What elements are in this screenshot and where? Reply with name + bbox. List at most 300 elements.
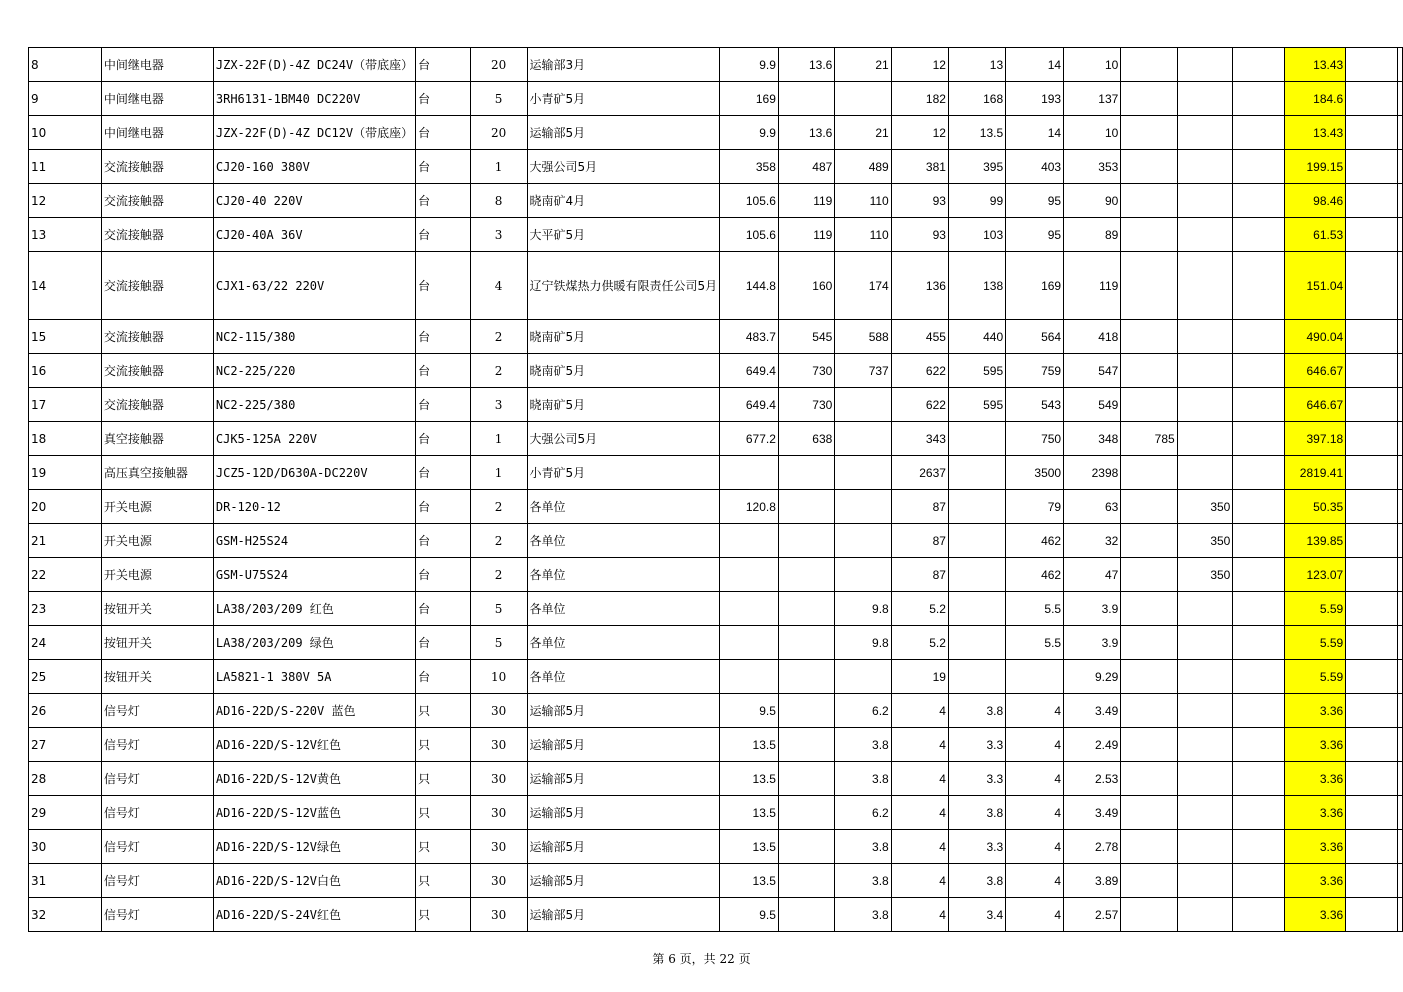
price-cell <box>778 898 834 932</box>
price-cell: 13.5 <box>948 116 1005 150</box>
table-row <box>29 184 1403 218</box>
price-cell <box>1233 898 1285 932</box>
price-cell <box>1177 592 1233 626</box>
price-cell <box>1177 422 1233 456</box>
price-cell: 89 <box>1064 218 1121 252</box>
price-cell <box>1233 864 1285 898</box>
empty-cell <box>1346 320 1398 354</box>
price-cell: 3.8 <box>948 796 1005 830</box>
row-number-cell: 22 <box>29 558 102 592</box>
price-cell <box>1121 320 1177 354</box>
price-cell <box>1177 184 1233 218</box>
price-cell: 4 <box>891 728 948 762</box>
price-cell <box>1177 82 1233 116</box>
price-cell: 169 <box>1006 252 1064 320</box>
item-model-cell: CJK5-125A 220V <box>213 422 415 456</box>
price-cell: 4 <box>1006 864 1064 898</box>
unit-cell: 台 <box>416 558 471 592</box>
quantity-cell: 30 <box>470 762 527 796</box>
price-cell: 9.29 <box>1064 660 1121 694</box>
price-cell: 489 <box>835 150 891 184</box>
price-cell: 14 <box>1006 48 1064 82</box>
item-name-cell: 中间继电器 <box>101 82 213 116</box>
source-cell: 各单位 <box>527 558 720 592</box>
unit-cell: 台 <box>416 354 471 388</box>
source-cell: 运输部5月 <box>527 898 720 932</box>
price-cell: 649.4 <box>720 354 779 388</box>
empty-cell <box>1346 184 1398 218</box>
price-cell: 3.4 <box>948 898 1005 932</box>
source-cell: 晓南矿5月 <box>527 354 720 388</box>
empty-cell <box>1398 592 1403 626</box>
highlighted-price-cell: 490.04 <box>1285 320 1346 354</box>
item-name-cell: 信号灯 <box>101 796 213 830</box>
price-cell <box>1177 728 1233 762</box>
row-number-cell: 9 <box>29 82 102 116</box>
row-number-cell: 27 <box>29 728 102 762</box>
price-cell: 638 <box>778 422 834 456</box>
page-footer: 第 6 页，共 22 页 <box>652 952 751 966</box>
table-row <box>29 82 1403 116</box>
price-cell <box>1121 388 1177 422</box>
price-cell: 9.8 <box>835 592 891 626</box>
price-cell <box>948 592 1005 626</box>
item-name-cell: 真空接触器 <box>101 422 213 456</box>
empty-cell <box>1346 728 1398 762</box>
price-cell <box>835 524 891 558</box>
price-cell <box>1177 762 1233 796</box>
row-number-cell: 32 <box>29 898 102 932</box>
table-row <box>29 728 1403 762</box>
price-cell <box>778 796 834 830</box>
price-cell: 103 <box>948 218 1005 252</box>
price-cell <box>1233 320 1285 354</box>
price-cell: 3.3 <box>948 728 1005 762</box>
price-cell: 105.6 <box>720 184 779 218</box>
price-cell: 10 <box>1064 116 1121 150</box>
price-cell <box>1233 116 1285 150</box>
source-cell: 各单位 <box>527 592 720 626</box>
price-cell: 622 <box>891 354 948 388</box>
empty-cell <box>1346 422 1398 456</box>
price-cell <box>835 388 891 422</box>
quantity-cell: 1 <box>470 422 527 456</box>
item-name-cell: 信号灯 <box>101 898 213 932</box>
unit-cell: 台 <box>416 388 471 422</box>
price-cell: 462 <box>1006 558 1064 592</box>
empty-cell <box>1346 830 1398 864</box>
price-cell: 168 <box>948 82 1005 116</box>
quantity-cell: 8 <box>470 184 527 218</box>
empty-cell <box>1346 218 1398 252</box>
empty-cell <box>1398 660 1403 694</box>
unit-cell: 台 <box>416 422 471 456</box>
row-number-cell: 17 <box>29 388 102 422</box>
price-cell: 63 <box>1064 490 1121 524</box>
price-cell: 182 <box>891 82 948 116</box>
price-cell: 3.8 <box>948 694 1005 728</box>
price-cell: 455 <box>891 320 948 354</box>
price-cell: 3.8 <box>835 830 891 864</box>
empty-cell <box>1398 830 1403 864</box>
quantity-cell: 2 <box>470 320 527 354</box>
empty-cell <box>1398 796 1403 830</box>
price-cell: 3.89 <box>1064 864 1121 898</box>
price-cell <box>1233 184 1285 218</box>
price-cell <box>1233 762 1285 796</box>
price-cell <box>1233 728 1285 762</box>
highlighted-price-cell: 3.36 <box>1285 728 1346 762</box>
price-cell <box>1233 626 1285 660</box>
empty-cell <box>1398 422 1403 456</box>
table-row <box>29 592 1403 626</box>
item-name-cell: 交流接触器 <box>101 354 213 388</box>
table-row <box>29 898 1403 932</box>
price-cell <box>1233 490 1285 524</box>
price-cell: 785 <box>1121 422 1177 456</box>
price-cell: 595 <box>948 388 1005 422</box>
highlighted-price-cell: 3.36 <box>1285 694 1346 728</box>
price-cell: 13.5 <box>720 864 779 898</box>
item-model-cell: AD16-22D/S-12V蓝色 <box>213 796 415 830</box>
price-cell: 90 <box>1064 184 1121 218</box>
price-cell: 622 <box>891 388 948 422</box>
price-cell <box>778 864 834 898</box>
empty-cell <box>1346 82 1398 116</box>
row-number-cell: 18 <box>29 422 102 456</box>
quantity-cell: 10 <box>470 660 527 694</box>
row-number-cell: 21 <box>29 524 102 558</box>
price-cell: 4 <box>1006 694 1064 728</box>
item-name-cell: 按钮开关 <box>101 660 213 694</box>
price-cell: 13.5 <box>720 762 779 796</box>
unit-cell: 台 <box>416 524 471 558</box>
item-model-cell: NC2-115/380 <box>213 320 415 354</box>
price-cell <box>778 660 834 694</box>
highlighted-price-cell: 199.15 <box>1285 150 1346 184</box>
quantity-cell: 5 <box>470 82 527 116</box>
item-name-cell: 信号灯 <box>101 762 213 796</box>
price-cell: 119 <box>1064 252 1121 320</box>
price-cell: 119 <box>778 184 834 218</box>
price-cell: 136 <box>891 252 948 320</box>
price-cell <box>1233 354 1285 388</box>
quantity-cell: 30 <box>470 864 527 898</box>
row-number-cell: 26 <box>29 694 102 728</box>
item-name-cell: 按钮开关 <box>101 592 213 626</box>
highlighted-price-cell: 646.67 <box>1285 354 1346 388</box>
price-cell: 137 <box>1064 82 1121 116</box>
source-cell: 各单位 <box>527 626 720 660</box>
unit-cell: 台 <box>416 184 471 218</box>
price-cell <box>1121 456 1177 490</box>
quantity-cell: 2 <box>470 558 527 592</box>
price-cell: 119 <box>778 218 834 252</box>
price-cell <box>1177 354 1233 388</box>
quantity-cell: 1 <box>470 456 527 490</box>
price-cell <box>1121 150 1177 184</box>
price-cell <box>1121 694 1177 728</box>
source-cell: 运输部5月 <box>527 830 720 864</box>
price-cell <box>948 456 1005 490</box>
price-cell: 9.9 <box>720 48 779 82</box>
price-cell: 737 <box>835 354 891 388</box>
price-cell: 87 <box>891 558 948 592</box>
empty-cell <box>1398 456 1403 490</box>
highlighted-price-cell: 13.43 <box>1285 48 1346 82</box>
price-cell <box>1121 728 1177 762</box>
price-cell <box>1233 660 1285 694</box>
empty-cell <box>1398 354 1403 388</box>
highlighted-price-cell: 3.36 <box>1285 762 1346 796</box>
table-row <box>29 388 1403 422</box>
price-cell <box>1233 694 1285 728</box>
highlighted-price-cell: 3.36 <box>1285 864 1346 898</box>
price-cell <box>1121 116 1177 150</box>
highlighted-price-cell: 646.67 <box>1285 388 1346 422</box>
price-cell: 13.5 <box>720 830 779 864</box>
price-cell: 4 <box>891 694 948 728</box>
price-cell: 99 <box>948 184 1005 218</box>
empty-cell <box>1346 524 1398 558</box>
table-row <box>29 762 1403 796</box>
price-cell: 5.2 <box>891 592 948 626</box>
price-cell <box>1233 558 1285 592</box>
price-cell <box>1177 320 1233 354</box>
table-row <box>29 218 1403 252</box>
price-cell: 13.6 <box>778 116 834 150</box>
price-cell <box>1177 150 1233 184</box>
price-cell <box>1121 592 1177 626</box>
row-number-cell: 25 <box>29 660 102 694</box>
item-name-cell: 交流接触器 <box>101 252 213 320</box>
price-cell: 2637 <box>891 456 948 490</box>
item-model-cell: DR-120-12 <box>213 490 415 524</box>
source-cell: 运输部5月 <box>527 694 720 728</box>
item-model-cell: CJ20-40 220V <box>213 184 415 218</box>
price-cell: 6.2 <box>835 796 891 830</box>
price-cell: 6.2 <box>835 694 891 728</box>
price-cell: 5.2 <box>891 626 948 660</box>
price-cell: 483.7 <box>720 320 779 354</box>
quantity-cell: 2 <box>470 490 527 524</box>
row-number-cell: 19 <box>29 456 102 490</box>
item-name-cell: 交流接触器 <box>101 320 213 354</box>
highlighted-price-cell: 3.36 <box>1285 796 1346 830</box>
price-cell: 3.3 <box>948 830 1005 864</box>
price-cell: 3.9 <box>1064 592 1121 626</box>
price-cell: 440 <box>948 320 1005 354</box>
highlighted-price-cell: 184.6 <box>1285 82 1346 116</box>
unit-cell: 只 <box>416 762 471 796</box>
item-model-cell: NC2-225/380 <box>213 388 415 422</box>
empty-cell <box>1398 218 1403 252</box>
price-cell: 13.6 <box>778 48 834 82</box>
price-cell <box>1233 422 1285 456</box>
highlighted-price-cell: 2819.41 <box>1285 456 1346 490</box>
price-cell: 105.6 <box>720 218 779 252</box>
empty-cell <box>1398 150 1403 184</box>
empty-cell <box>1398 490 1403 524</box>
price-cell <box>835 456 891 490</box>
price-cell <box>1233 150 1285 184</box>
price-cell: 730 <box>778 354 834 388</box>
unit-cell: 台 <box>416 490 471 524</box>
empty-cell <box>1346 48 1398 82</box>
price-cell <box>1177 218 1233 252</box>
price-cell <box>778 694 834 728</box>
price-cell: 169 <box>720 82 779 116</box>
price-cell <box>948 558 1005 592</box>
quantity-cell: 20 <box>470 116 527 150</box>
table-row <box>29 116 1403 150</box>
price-cell: 348 <box>1064 422 1121 456</box>
quantity-cell: 20 <box>470 48 527 82</box>
row-number-cell: 24 <box>29 626 102 660</box>
price-cell: 543 <box>1006 388 1064 422</box>
empty-cell <box>1346 864 1398 898</box>
empty-cell <box>1346 762 1398 796</box>
item-name-cell: 信号灯 <box>101 830 213 864</box>
item-name-cell: 高压真空接触器 <box>101 456 213 490</box>
empty-cell <box>1398 388 1403 422</box>
item-model-cell: AD16-22D/S-220V 蓝色 <box>213 694 415 728</box>
item-name-cell: 开关电源 <box>101 558 213 592</box>
price-cell: 403 <box>1006 150 1064 184</box>
quantity-cell: 5 <box>470 592 527 626</box>
price-cell: 5.5 <box>1006 592 1064 626</box>
price-cell: 120.8 <box>720 490 779 524</box>
item-model-cell: JZX-22F(D)-4Z DC24V（带底座） <box>213 48 415 82</box>
price-cell <box>1121 184 1177 218</box>
table-row <box>29 694 1403 728</box>
price-cell <box>778 762 834 796</box>
row-number-cell: 31 <box>29 864 102 898</box>
price-cell: 12 <box>891 116 948 150</box>
price-cell: 358 <box>720 150 779 184</box>
price-cell <box>1006 660 1064 694</box>
price-cell <box>1233 456 1285 490</box>
item-model-cell: LA5821-1 380V 5A <box>213 660 415 694</box>
source-cell: 辽宁铁煤热力供暖有限责任公司5月 <box>527 252 720 320</box>
source-cell: 运输部5月 <box>527 762 720 796</box>
price-cell <box>1177 694 1233 728</box>
empty-cell <box>1346 660 1398 694</box>
price-cell <box>1121 558 1177 592</box>
table-row <box>29 524 1403 558</box>
price-cell <box>1121 762 1177 796</box>
price-cell <box>1121 830 1177 864</box>
unit-cell: 只 <box>416 796 471 830</box>
source-cell: 运输部5月 <box>527 864 720 898</box>
row-number-cell: 15 <box>29 320 102 354</box>
price-cell: 759 <box>1006 354 1064 388</box>
quantity-cell: 3 <box>470 218 527 252</box>
source-cell: 各单位 <box>527 524 720 558</box>
price-cell: 10 <box>1064 48 1121 82</box>
price-cell: 21 <box>835 116 891 150</box>
unit-cell: 只 <box>416 864 471 898</box>
price-cell: 110 <box>835 184 891 218</box>
empty-cell <box>1346 796 1398 830</box>
price-cell: 95 <box>1006 184 1064 218</box>
price-cell: 730 <box>778 388 834 422</box>
price-cell <box>1233 48 1285 82</box>
item-model-cell: CJX1-63/22 220V <box>213 252 415 320</box>
price-cell: 95 <box>1006 218 1064 252</box>
item-model-cell: CJ20-160 380V <box>213 150 415 184</box>
unit-cell: 台 <box>416 320 471 354</box>
price-cell <box>778 728 834 762</box>
price-cell: 3500 <box>1006 456 1064 490</box>
price-cell <box>778 82 834 116</box>
unit-cell: 台 <box>416 626 471 660</box>
price-cell <box>1233 592 1285 626</box>
price-cell: 3.3 <box>948 762 1005 796</box>
price-cell: 4 <box>891 864 948 898</box>
table-row <box>29 558 1403 592</box>
quantity-cell: 2 <box>470 524 527 558</box>
price-cell: 462 <box>1006 524 1064 558</box>
item-model-cell: JCZ5-12D/D630A-DC220V <box>213 456 415 490</box>
row-number-cell: 16 <box>29 354 102 388</box>
table-row <box>29 490 1403 524</box>
price-cell: 87 <box>891 524 948 558</box>
price-cell: 79 <box>1006 490 1064 524</box>
price-cell: 13.5 <box>720 796 779 830</box>
empty-cell <box>1398 626 1403 660</box>
highlighted-price-cell: 98.46 <box>1285 184 1346 218</box>
price-cell: 750 <box>1006 422 1064 456</box>
source-cell: 各单位 <box>527 490 720 524</box>
price-cell: 350 <box>1177 490 1233 524</box>
empty-cell <box>1346 558 1398 592</box>
price-cell <box>1233 82 1285 116</box>
quantity-cell: 30 <box>470 898 527 932</box>
price-cell: 3.9 <box>1064 626 1121 660</box>
empty-cell <box>1398 864 1403 898</box>
price-cell: 395 <box>948 150 1005 184</box>
unit-cell: 只 <box>416 830 471 864</box>
item-model-cell: GSM-U75S24 <box>213 558 415 592</box>
empty-cell <box>1398 252 1403 320</box>
table-row <box>29 150 1403 184</box>
price-cell <box>1121 218 1177 252</box>
item-name-cell: 交流接触器 <box>101 388 213 422</box>
highlighted-price-cell: 3.36 <box>1285 830 1346 864</box>
price-cell: 595 <box>948 354 1005 388</box>
item-name-cell: 开关电源 <box>101 524 213 558</box>
highlighted-price-cell: 139.85 <box>1285 524 1346 558</box>
price-cell <box>720 524 779 558</box>
price-cell: 677.2 <box>720 422 779 456</box>
price-cell <box>835 660 891 694</box>
price-cell <box>1121 252 1177 320</box>
item-model-cell: LA38/203/209 红色 <box>213 592 415 626</box>
table-row <box>29 830 1403 864</box>
row-number-cell: 13 <box>29 218 102 252</box>
unit-cell: 台 <box>416 252 471 320</box>
row-number-cell: 30 <box>29 830 102 864</box>
price-cell <box>1177 864 1233 898</box>
price-cell <box>1177 48 1233 82</box>
price-cell: 110 <box>835 218 891 252</box>
item-name-cell: 中间继电器 <box>101 116 213 150</box>
row-number-cell: 29 <box>29 796 102 830</box>
price-cell: 4 <box>891 898 948 932</box>
source-cell: 运输部3月 <box>527 48 720 82</box>
empty-cell <box>1398 898 1403 932</box>
